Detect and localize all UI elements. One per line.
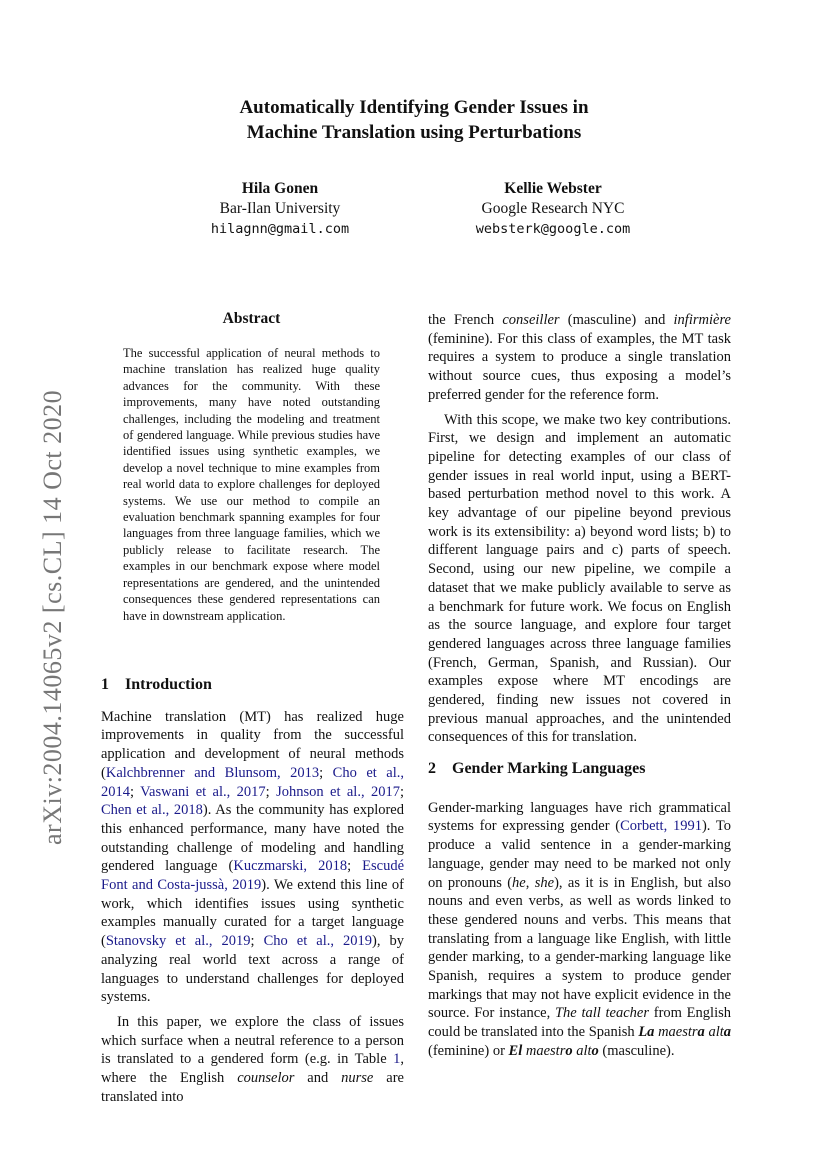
section-number: 1 <box>101 676 109 693</box>
intro-paragraph-2: In this paper, we explore the class of issues which surface when a neutral reference to a person is translated to a gendered form (e.g. in Table 1, where the English counselor and nurse are translated into <box>101 1013 404 1105</box>
author-block-2 <box>443 179 663 239</box>
citation-link[interactable]: Kuczmarski, 2018 <box>233 858 348 875</box>
author-name: Kellie Webster <box>504 180 602 197</box>
paper-title <box>0 95 828 145</box>
intro-paragraph-3: With this scope, we make two key contributions. First, we design and implement an automatic pipeline for detecting examples of our class of gender issues in real world input, using a BERT-based perturbation method novel to this work. A key advantage of our pipeline beyond previous work is its extensibility: a) beyond word lists; b) to different language pairs and c) parts of speech. Second, using our new pipeline, we compile a dataset that we make publicly available to serve as a benchmark for future work. We focus on English as the source language, and explore four target gendered languages across three language families (French, German, Spanish, and Russian). Our examples expose where MT encodings are gendered, finding new issues not covered in previous manual approaches, and the unintended consequences of this for translation. <box>428 411 731 746</box>
author-email: hilagnn@gmail.com <box>210 221 350 237</box>
title-line-1: Automatically Identifying Gender Issues in <box>239 97 589 118</box>
section-title: Gender Marking Languages <box>452 760 646 777</box>
citation-link[interactable]: Kalchbrenner and Blunsom, 2013 <box>105 764 320 781</box>
section-number: 2 <box>428 760 436 777</box>
table-reference-link[interactable]: 1 <box>393 1051 401 1068</box>
abstract-text: The successful application of neural methods to machine translation has realized huge quality advances for the community. With these improvements, many have noted outstanding challenges, including the modeling and treatment of gendered language. While previous studies have identified issues using synthetic examples, we develop a novel technique to mine examples from real world data to explore challenges for deployed systems. We use our method to compile an evaluation benchmark spanning examples for four languages from three language families, which we publicly release to facilitate research. The examples in our benchmark expose where model representations are gendered, and the unintended consequences these gendered representations can have in downstream application. <box>123 346 380 623</box>
author-affiliation: Bar-Ilan University <box>219 200 341 217</box>
citation-link[interactable]: Corbett, 1991 <box>620 818 702 835</box>
section-heading-gender-marking <box>428 760 731 779</box>
section-title: Introduction <box>125 676 212 693</box>
right-column-intro <box>428 311 731 753</box>
citation-link[interactable]: Cho et al., 2019 <box>263 933 372 950</box>
citation-link[interactable]: Johnson et al., 2017 <box>276 783 400 800</box>
author-block-1 <box>170 179 390 239</box>
citation-link[interactable]: Vaswani et al., 2017 <box>140 783 266 800</box>
intro-paragraph-2-continued: the French conseiller (masculine) and infirmière (feminine). For this class of examples, the MT task requires a system to produce a single translation without source cues, thus exposing a model’s preferred gender for the reference form. <box>428 312 731 403</box>
section-heading-introduction <box>101 676 404 695</box>
author-email: websterk@google.com <box>475 221 631 237</box>
citation-link[interactable]: Chen et al., 2018 <box>101 802 203 819</box>
title-line-2: Machine Translation using Perturbations <box>246 122 582 143</box>
author-affiliation: Google Research NYC <box>481 200 625 217</box>
author-name: Hila Gonen <box>241 180 319 197</box>
citation-link[interactable]: Escudé Font and Costa-jussà, 2019 <box>101 858 405 894</box>
intro-paragraph-1: Machine translation (MT) has realized huge improvements in quality from the successful application and development of neural methods (Kalchbrenner and Blunsom, 2013; Cho et al., 2014; Vaswani et al., 2017; Johnson et al., 2017; Chen et al., 2018). As the community has explored this enhanced performance, many have noted the outstanding challenge of modeling and handling gendered language (Kuczmarski, 2018; Escudé Font and Costa-jussà, 2019). We extend this line of work, which identifies issues using synthetic examples manually curated for a target language (Stanovsky et al., 2019; Cho et al., 2019), by analyzing real world text across a range of languages to understand challenges for deployed systems. <box>101 708 405 1006</box>
introduction-section <box>101 676 404 1112</box>
citation-link[interactable]: Stanovsky et al., 2019 <box>105 933 251 950</box>
arxiv-identifier: arXiv:2004.14065v2 [cs.CL] 14 Oct 2020 <box>38 389 67 845</box>
citation-link[interactable]: Cho et al., 2014 <box>101 764 404 800</box>
gender-marking-paragraph: Gender-marking languages have rich grammatical systems for expressing gender (Corbett, 1991). To produce a valid sentence in a gender-marking language, gender may need to be marked not only on pronouns (he, she), as it is in English, but also nouns and even verbs, as well as words linked to these gendered nouns and verbs. This means that translating from a language like English, with little gender marking, to a gender-marking language like Spanish, requires a system to produce gender markings that may not have explicit evidence in the source. For instance, The tall teacher from English could be translated into the Spanish La maestra alta (feminine) or El maestro alto (masculine). <box>428 799 732 1059</box>
abstract-heading: Abstract <box>222 310 281 327</box>
gender-marking-section <box>428 760 731 1067</box>
